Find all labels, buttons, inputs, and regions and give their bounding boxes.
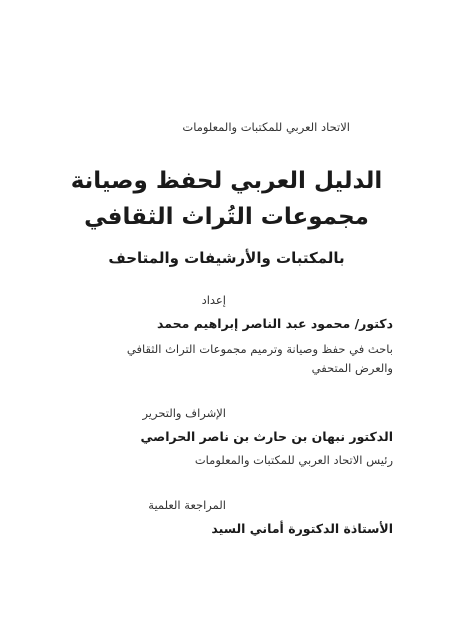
reviewer-name: الأستاذة الدكتورة أماني السيد xyxy=(211,521,393,536)
author-description-line-1: باحث في حفظ وصيانة وترميم مجموعات التراث الثقافي xyxy=(126,342,393,356)
review-label: المراجعة العلمية xyxy=(148,498,226,512)
organization-header: الاتحاد العربي للمكتبات والمعلومات xyxy=(182,120,350,134)
book-subtitle: بالمكتبات والأرشيفات والمتاحف xyxy=(108,249,345,267)
author-description-line-2: والعرض المتحفي xyxy=(311,361,393,375)
book-title-line-2: مجموعات التُراث الثقافي xyxy=(84,204,369,230)
author-name: دكتور/ محمود عبد الناصر إبراهيم محمد xyxy=(157,316,393,331)
supervisor-name: الدكتور نبهان بن حارث بن ناصر الحراصي xyxy=(140,429,393,444)
book-title-line-1: الدليل العربي لحفظ وصيانة xyxy=(70,168,383,194)
supervision-label: الإشراف والتحرير xyxy=(142,406,226,420)
supervisor-description: رئيس الاتحاد العربي للمكتبات والمعلومات xyxy=(194,453,393,467)
preparation-label: إعداد xyxy=(201,293,226,307)
